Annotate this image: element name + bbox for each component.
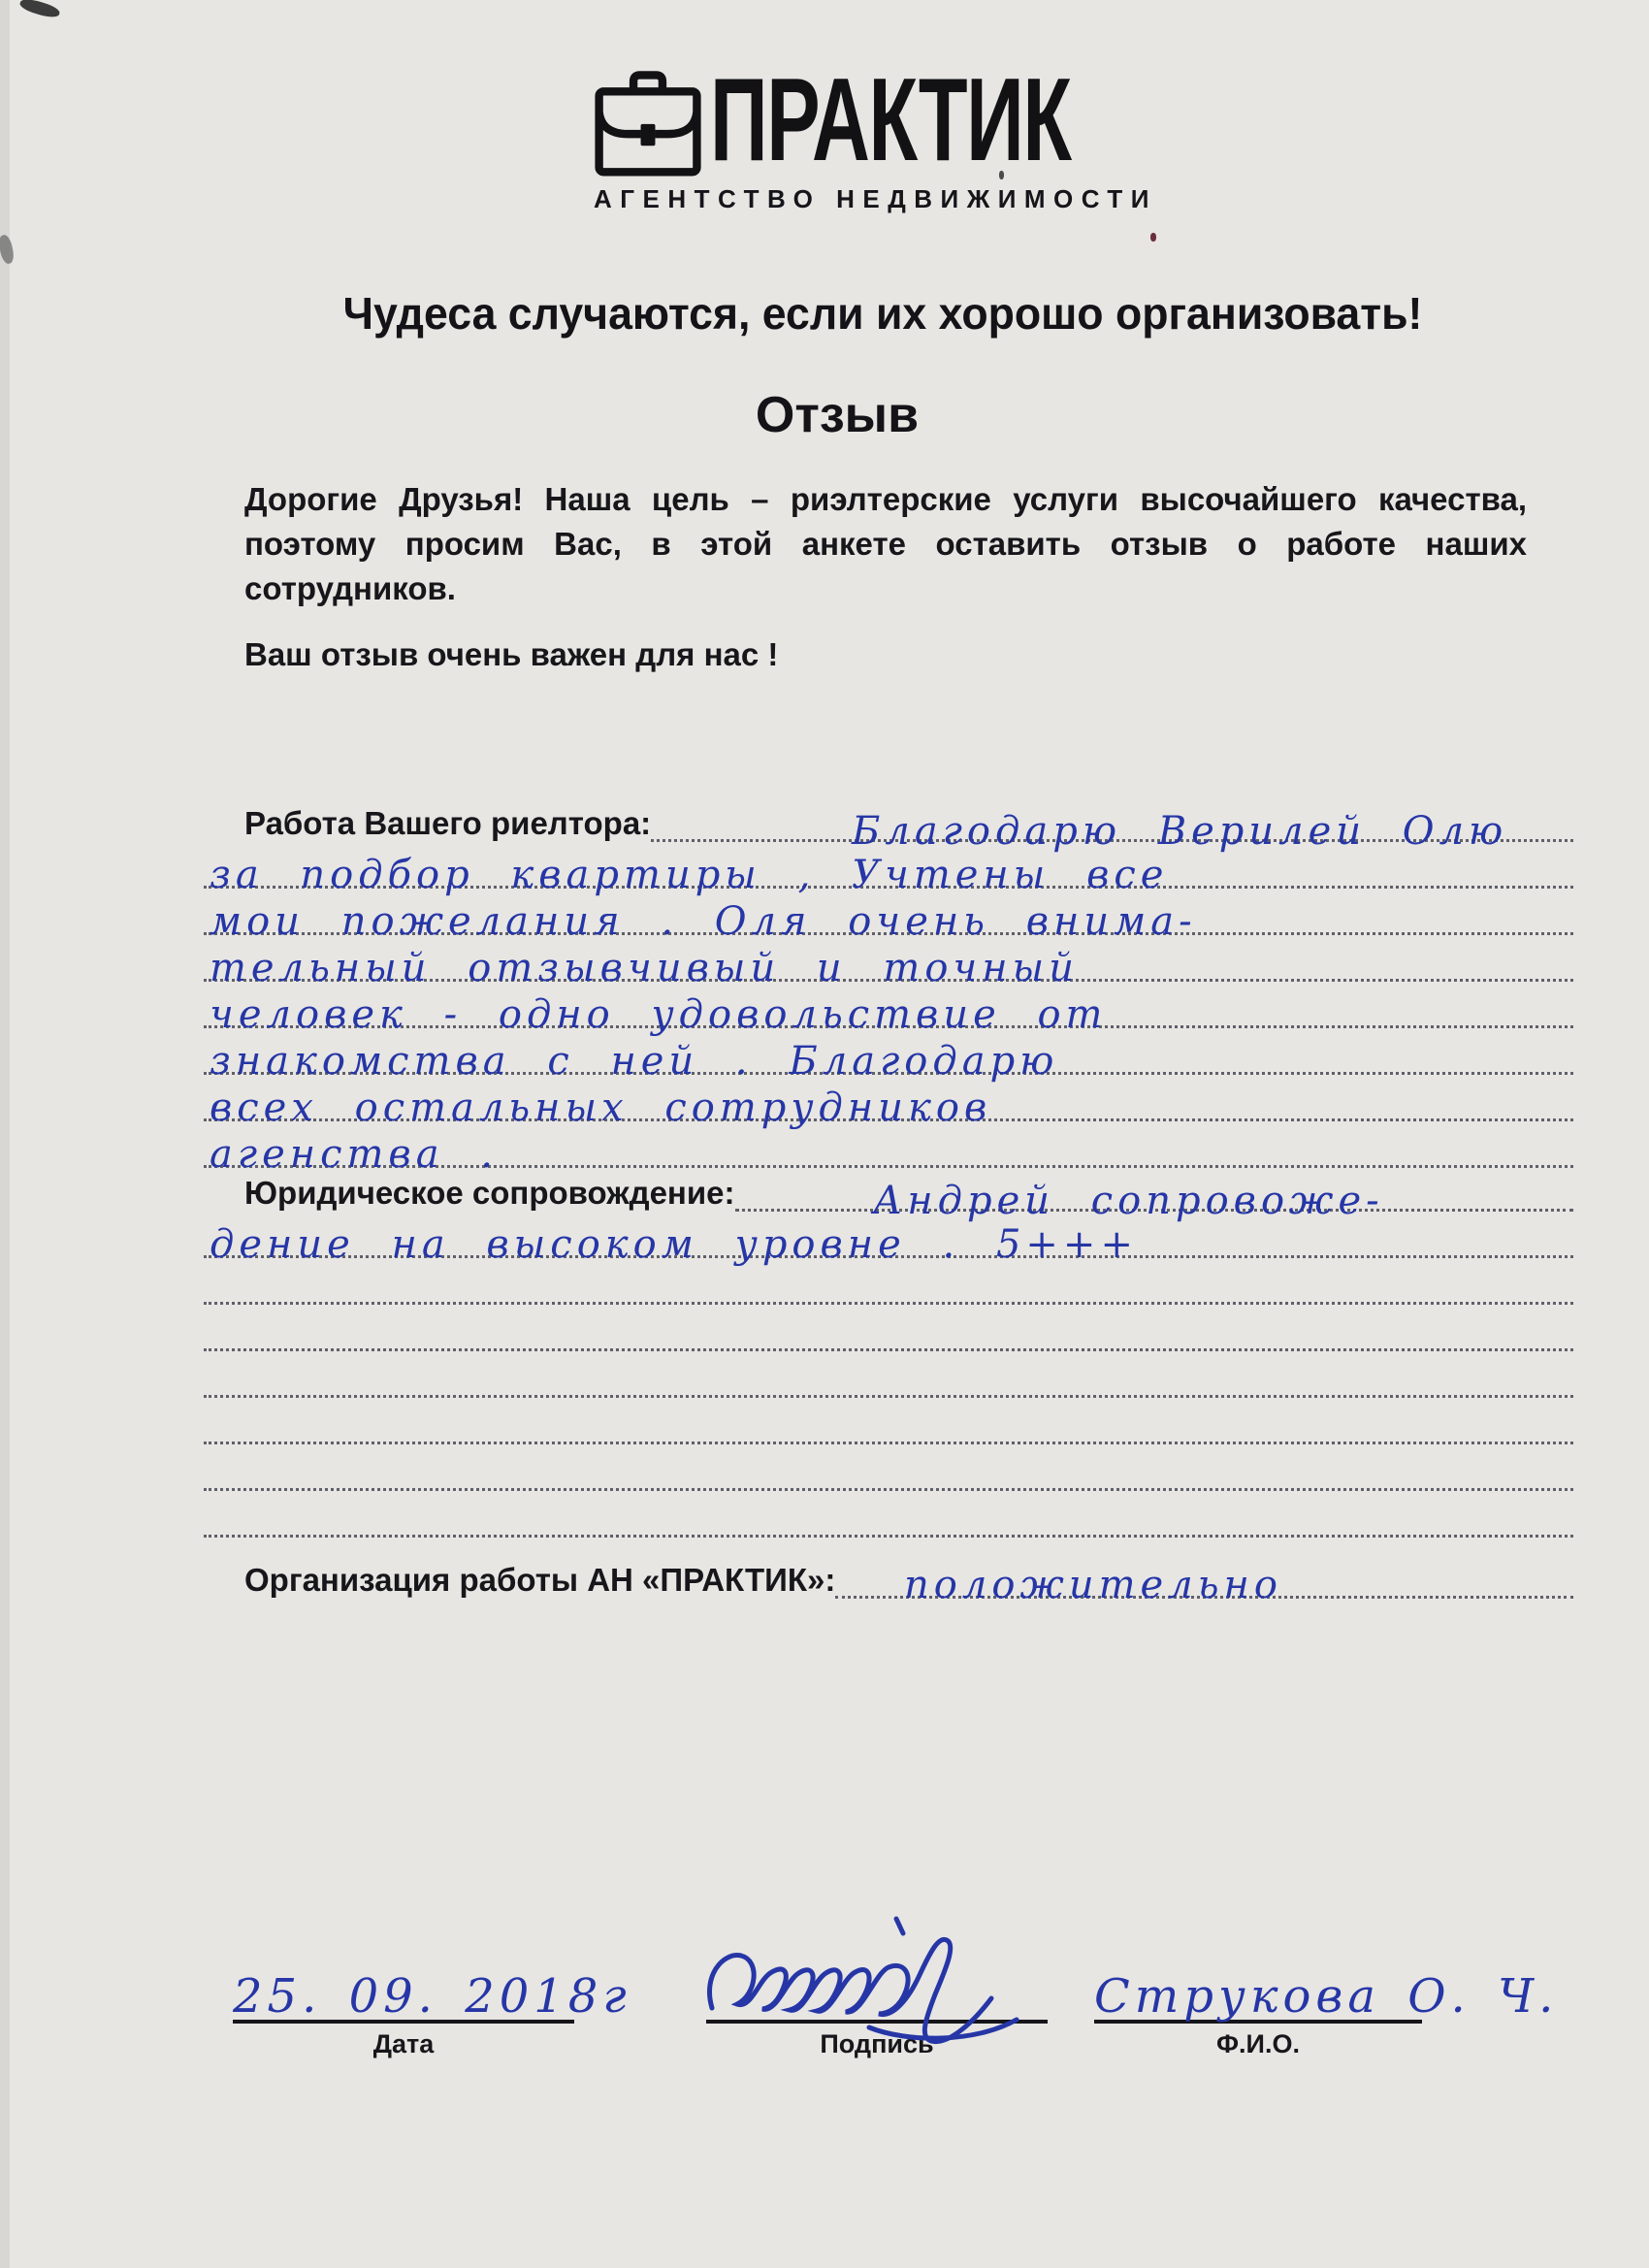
slogan: Чудеса случаются, если их хорошо организовать! [342, 288, 1423, 339]
intro-paragraph [244, 477, 1527, 611]
scan-speck [1150, 233, 1156, 242]
ruled-line [204, 889, 1573, 944]
signature-scribble [691, 1911, 1063, 2058]
ruled-line [204, 842, 1573, 897]
field-label-realtor: Работа Вашего риелтора: [244, 805, 652, 841]
ruled-line-empty [204, 1258, 1573, 1305]
ruled-line [204, 1075, 1573, 1130]
handwritten-answer: мои пожелания . Оля очень внима- [210, 899, 1197, 944]
intro-line: Дорогие Друзья! Наша цель – риэлтерские услуги высочайшего качества, [244, 481, 1527, 517]
field-organization [204, 1555, 1573, 1607]
handwritten-answer: человек - одно удовольствие от [210, 992, 1108, 1037]
field-realtor-row [204, 798, 1573, 854]
handwritten-answer: за подбор квартиры , Учтены все [210, 853, 1169, 897]
signature-block [0, 1938, 1649, 2103]
ruled-line-empty [204, 1305, 1573, 1351]
handwritten-answer: всех остальных сотрудников [210, 1085, 992, 1130]
page-title: Отзыв [755, 387, 920, 443]
handwritten-answer: положительно [904, 1563, 1282, 1607]
field-organization-row [204, 1555, 1573, 1607]
ruled-line [204, 935, 1573, 990]
date-column [233, 1938, 631, 2059]
handwritten-date: 25. 09. 2018г [233, 1969, 631, 2024]
briefcase-icon [594, 64, 702, 180]
name-column [1094, 1938, 1559, 2059]
agency-logo [594, 53, 1157, 214]
handwritten-answer: знакомства с ней . Благодарю [210, 1039, 1059, 1084]
ruled-line [204, 982, 1573, 1037]
intro-line: поэтому просим Вас, в этой анкете оставить отзыв о работе наших [244, 526, 1527, 562]
ruled-line [204, 1212, 1573, 1267]
handwritten-answer: тельный отзывчивый и точный [210, 946, 1079, 990]
intro-line: сотрудников. [244, 570, 456, 606]
field-legal-row [204, 1168, 1573, 1223]
ruled-line-empty [204, 1351, 1573, 1398]
signature-label: Подпись [820, 2029, 934, 2058]
scan-speck [18, 0, 61, 20]
brand-subtitle: АГЕНТСТВО НЕДВИЖИМОСТИ [594, 184, 1157, 213]
handwritten-name: Струкова О. Ч. [1094, 1969, 1559, 2024]
handwritten-answer: агенства . [210, 1132, 498, 1177]
ruled-line [204, 1028, 1573, 1084]
name-label: Ф.И.О. [1216, 2029, 1300, 2058]
date-label: Дата [372, 2029, 435, 2058]
ruled-line-empty [204, 1491, 1573, 1538]
handwritten-answer: Андрей сопровоже- [873, 1179, 1384, 1223]
signature-column [706, 1938, 1048, 2059]
ruled-line-empty [204, 1398, 1573, 1444]
handwritten-answer: дение на высоком уровне . 5+++ [210, 1222, 1138, 1267]
form-fields [204, 798, 1573, 1538]
importance-note: Ваш отзыв очень важен для нас ! [244, 636, 779, 672]
field-label-organization: Организация работы АН «ПРАКТИК»: [244, 1562, 836, 1598]
ruled-line-empty [204, 1444, 1573, 1491]
ruled-line [204, 1121, 1573, 1177]
handwritten-answer: Благодарю Верилей Олю [852, 809, 1508, 854]
brand-name: ПРАКТИК [710, 53, 1071, 185]
field-label-legal: Юридическое сопровождение: [244, 1175, 735, 1211]
scanner-edge-shadow [0, 0, 10, 2268]
